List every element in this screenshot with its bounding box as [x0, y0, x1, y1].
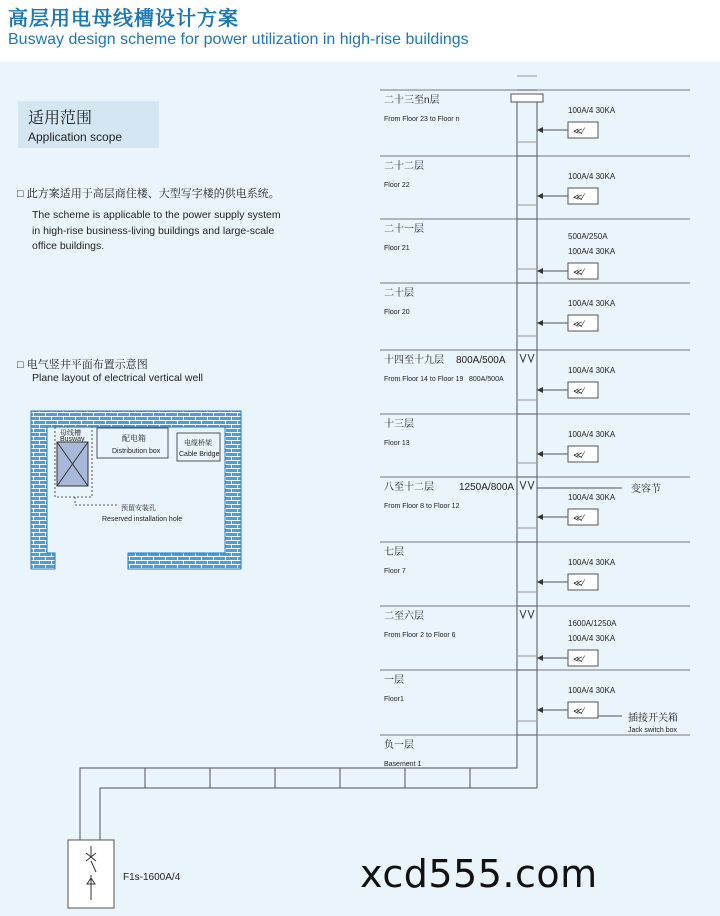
plug-box-icon: ≪⁄ — [573, 450, 584, 460]
scope-title-en: Application scope — [28, 130, 123, 144]
floor-rating: 800A/500A — [456, 355, 506, 366]
page-title: 高层用电母线槽设计方案 — [8, 8, 239, 30]
plug-box-rating: 100A/4 30KA — [568, 558, 616, 567]
floor-label-en: Floor 20 — [384, 309, 410, 316]
scope-title-cn: 适用范围 — [28, 110, 93, 127]
plan-cable-en: Cable Bridge — [179, 451, 220, 458]
floor-label-en: Floor 21 — [384, 245, 410, 252]
floor-label-en: Floor 13 — [384, 440, 410, 447]
plug-box-arrow — [537, 193, 543, 199]
plan-busway-cn: 母线槽 — [60, 430, 81, 437]
floor-label-en: Floor1 — [384, 696, 404, 703]
floor-label-en: From Floor 2 to Floor 6 — [384, 632, 456, 639]
jack-label-cn: 插接开关箱 — [628, 713, 678, 724]
bullet1-line: The scheme is applicable to the power supply system — [32, 209, 281, 221]
bullet2-text-cn: 电气竖井平面布置示意图 — [26, 359, 148, 371]
plug-box-icon: ≪⁄ — [573, 126, 584, 136]
floor-label-cn: 一层 — [384, 675, 404, 686]
source-label: F1s-1600A/4 — [123, 872, 181, 883]
plug-box-icon: ≪⁄ — [573, 513, 584, 523]
reducer-section — [520, 610, 534, 618]
plug-box-arrow — [537, 655, 543, 661]
floor-label-cn: 二十二层 — [384, 161, 424, 172]
plug-box-icon: ≪⁄ — [573, 267, 584, 277]
floor-label-cn: 二至六层 — [384, 611, 424, 622]
reducer-label: 变容节 — [631, 484, 661, 495]
floor-label-en: From Floor 14 to Floor 19 — [384, 376, 464, 383]
plug-box-arrow — [537, 387, 543, 393]
plug-box-rating: 100A/4 30KA — [568, 172, 616, 181]
plug-box-rating: 100A/4 30KA — [568, 634, 616, 643]
plug-box-icon: ≪⁄ — [573, 654, 584, 664]
floor-label-cn: 二十三至n层 — [384, 95, 440, 106]
plan-hole-cn: 预留安装孔 — [121, 505, 156, 512]
page-subtitle: Busway design scheme for power utilization in high-rise buildings — [8, 31, 469, 48]
floor-label-en: From Floor 23 to Floor n — [384, 116, 460, 123]
plan-distribution-cn: 配电箱 — [122, 434, 146, 443]
floor-sub-rating: 500A/250A — [568, 232, 608, 241]
bullet2-marker: □ — [17, 359, 24, 371]
floor-label-cn: 十四至十九层 — [384, 355, 444, 366]
bullet1-line: in high-rise business-living buildings and large-scale — [32, 224, 275, 237]
plug-box-rating: 100A/4 30KA — [568, 106, 616, 115]
floor-label-cn: 十三层 — [384, 419, 414, 430]
floor-sub-rating: 1600A/1250A — [568, 619, 617, 628]
riser-bottom-run-outer — [100, 788, 537, 850]
plug-box-rating: 100A/4 30KA — [568, 247, 616, 256]
plug-box-rating: 100A/4 30KA — [568, 299, 616, 308]
plug-box-rating: 100A/4 30KA — [568, 686, 616, 695]
plug-box-arrow — [537, 579, 543, 585]
plug-box-icon: ≪⁄ — [573, 578, 584, 588]
reducer-section — [520, 481, 534, 489]
plan-distribution-en: Distribution box — [112, 448, 161, 455]
jack-label-en: Jack switch box — [628, 727, 678, 734]
floor-label-en: Floor 7 — [384, 568, 406, 575]
bullet2-text-en: Plane layout of electrical vertical well — [32, 372, 203, 384]
plug-box-arrow — [537, 320, 543, 326]
plug-box-arrow — [537, 707, 543, 713]
floor-label-en: Basement 1 — [384, 761, 422, 768]
floor-label-cn: 二十一层 — [384, 224, 424, 235]
plug-box-rating: 100A/4 30KA — [568, 366, 616, 375]
reducer-section — [520, 354, 534, 362]
floor-label-cn: 负一层 — [384, 740, 414, 751]
riser-bottom-run — [80, 760, 517, 788]
floor-label-cn: 二十层 — [384, 288, 414, 299]
floor-label-en: Floor 22 — [384, 182, 410, 189]
floor-label-en: From Floor 8 to Floor 12 — [384, 503, 460, 510]
riser-diagram — [68, 76, 690, 908]
bullet1-text-cn: 此方案适用于高层商住楼、大型写字楼的供电系统。 — [26, 188, 280, 200]
plug-box-icon: ≪⁄ — [573, 192, 584, 202]
watermark: xcd555.com — [360, 852, 598, 896]
floor-rating: 1250A/800A — [459, 482, 515, 493]
floor-label-cn: 七层 — [384, 547, 404, 558]
plan-layout — [31, 411, 241, 569]
bullet1-marker: □ — [17, 188, 24, 200]
plug-box-icon: ≪⁄ — [573, 706, 584, 716]
plug-box-rating: 100A/4 30KA — [568, 493, 616, 502]
plan-cable-cn: 电缆桥架 — [184, 440, 212, 447]
plug-box-arrow — [537, 268, 543, 274]
bullet1-line: office buildings. — [32, 240, 105, 252]
plug-box-arrow — [537, 514, 543, 520]
plug-box-rating: 100A/4 30KA — [568, 430, 616, 439]
plug-box-icon: ≪⁄ — [573, 386, 584, 396]
plug-box-icon: ≪⁄ — [573, 319, 584, 329]
riser-top-cap — [511, 94, 543, 102]
plan-hole-en: Reserved installation hole — [102, 516, 183, 523]
floor-rating-en: 800A/500A — [469, 376, 504, 383]
plan-busway-en: Busway — [60, 436, 85, 443]
plug-box-arrow — [537, 127, 543, 133]
plug-box-arrow — [537, 451, 543, 457]
floor-label-cn: 八至十二层 — [384, 482, 434, 493]
